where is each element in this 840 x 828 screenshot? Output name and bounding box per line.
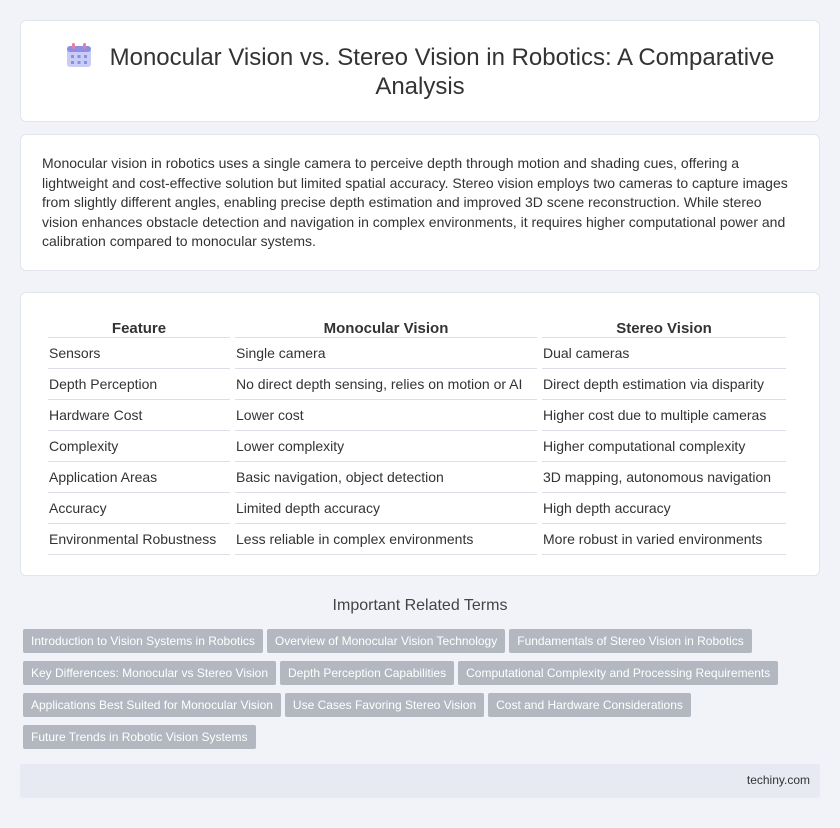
column-header-feature: Feature	[48, 314, 230, 338]
table-card	[20, 292, 820, 576]
footer	[20, 764, 820, 798]
column-header-monocular: Monocular Vision	[235, 314, 537, 338]
table-cell-monocular: No direct depth sensing, relies on motion or AI	[235, 369, 537, 400]
table-cell-monocular: Lower complexity	[235, 431, 537, 462]
table-cell-monocular: Less reliable in complex environments	[235, 524, 537, 555]
table-cell-stereo: Higher cost due to multiple cameras	[542, 400, 786, 431]
intro-paragraph: Monocular vision in robotics uses a single camera to perceive depth through motion and shading cues, offering a lightweight and cost-effective solution but limited spatial accuracy. Stereo vision employs two cameras to capture images from slightly different angles, enabling precise depth estimation and improved 3D scene reconstruction. While stereo vision enhances obstacle detection and navigation in complex environments, it requires higher computational power and calibration compared to monocular systems.	[42, 155, 788, 250]
table-cell-monocular: Limited depth accuracy	[235, 493, 537, 524]
related-term-tag[interactable]: Fundamentals of Stereo Vision in Robotics	[509, 629, 752, 653]
table-cell-stereo: 3D mapping, autonomous navigation	[542, 462, 786, 493]
table-cell-stereo: Direct depth estimation via disparity	[542, 369, 786, 400]
table-header-row	[48, 314, 786, 338]
comparison-table	[43, 314, 791, 555]
table-row	[48, 400, 786, 431]
related-term-tag[interactable]: Future Trends in Robotic Vision Systems	[23, 725, 256, 749]
intro-card	[20, 134, 820, 271]
related-term-tag[interactable]: Introduction to Vision Systems in Robotics	[23, 629, 263, 653]
table-cell-stereo: Dual cameras	[542, 338, 786, 369]
related-terms-tags	[23, 629, 823, 757]
related-term-tag[interactable]: Applications Best Suited for Monocular Vision	[23, 693, 281, 717]
related-term-tag[interactable]: Overview of Monocular Vision Technology	[267, 629, 505, 653]
title-card	[20, 20, 820, 122]
table-cell-feature: Complexity	[48, 431, 230, 462]
table-cell-stereo: High depth accuracy	[542, 493, 786, 524]
footer-site-link[interactable]: techiny.com	[746, 773, 810, 787]
table-row	[48, 524, 786, 555]
related-term-tag[interactable]: Use Cases Favoring Stereo Vision	[285, 693, 484, 717]
table-cell-feature: Environmental Robustness	[48, 524, 230, 555]
related-terms-heading: Important Related Terms	[332, 597, 508, 614]
calendar-grid-icon	[66, 43, 92, 69]
related-term-tag[interactable]: Cost and Hardware Considerations	[488, 693, 691, 717]
table-row	[48, 369, 786, 400]
title-wrap	[61, 43, 779, 101]
table-cell-stereo: More robust in varied environments	[542, 524, 786, 555]
table-cell-monocular: Lower cost	[235, 400, 537, 431]
table-cell-feature: Depth Perception	[48, 369, 230, 400]
table-cell-monocular: Basic navigation, object detection	[235, 462, 537, 493]
table-row	[48, 462, 786, 493]
table-row	[48, 493, 786, 524]
table-cell-feature: Application Areas	[48, 462, 230, 493]
related-term-tag[interactable]: Key Differences: Monocular vs Stereo Vision	[23, 661, 276, 685]
related-term-tag[interactable]: Depth Perception Capabilities	[280, 661, 454, 685]
table-cell-feature: Sensors	[48, 338, 230, 369]
table-body	[48, 338, 786, 555]
table-row	[48, 338, 786, 369]
table-row	[48, 431, 786, 462]
related-term-tag[interactable]: Computational Complexity and Processing Requirements	[458, 661, 778, 685]
table-cell-stereo: Higher computational complexity	[542, 431, 786, 462]
table-cell-feature: Hardware Cost	[48, 400, 230, 431]
page-title-text: Monocular Vision vs. Stereo Vision in Robotics: A Comparative Analysis	[109, 44, 775, 100]
table-cell-monocular: Single camera	[235, 338, 537, 369]
page-title	[61, 43, 779, 101]
column-header-stereo: Stereo Vision	[542, 314, 786, 338]
table-cell-feature: Accuracy	[48, 493, 230, 524]
